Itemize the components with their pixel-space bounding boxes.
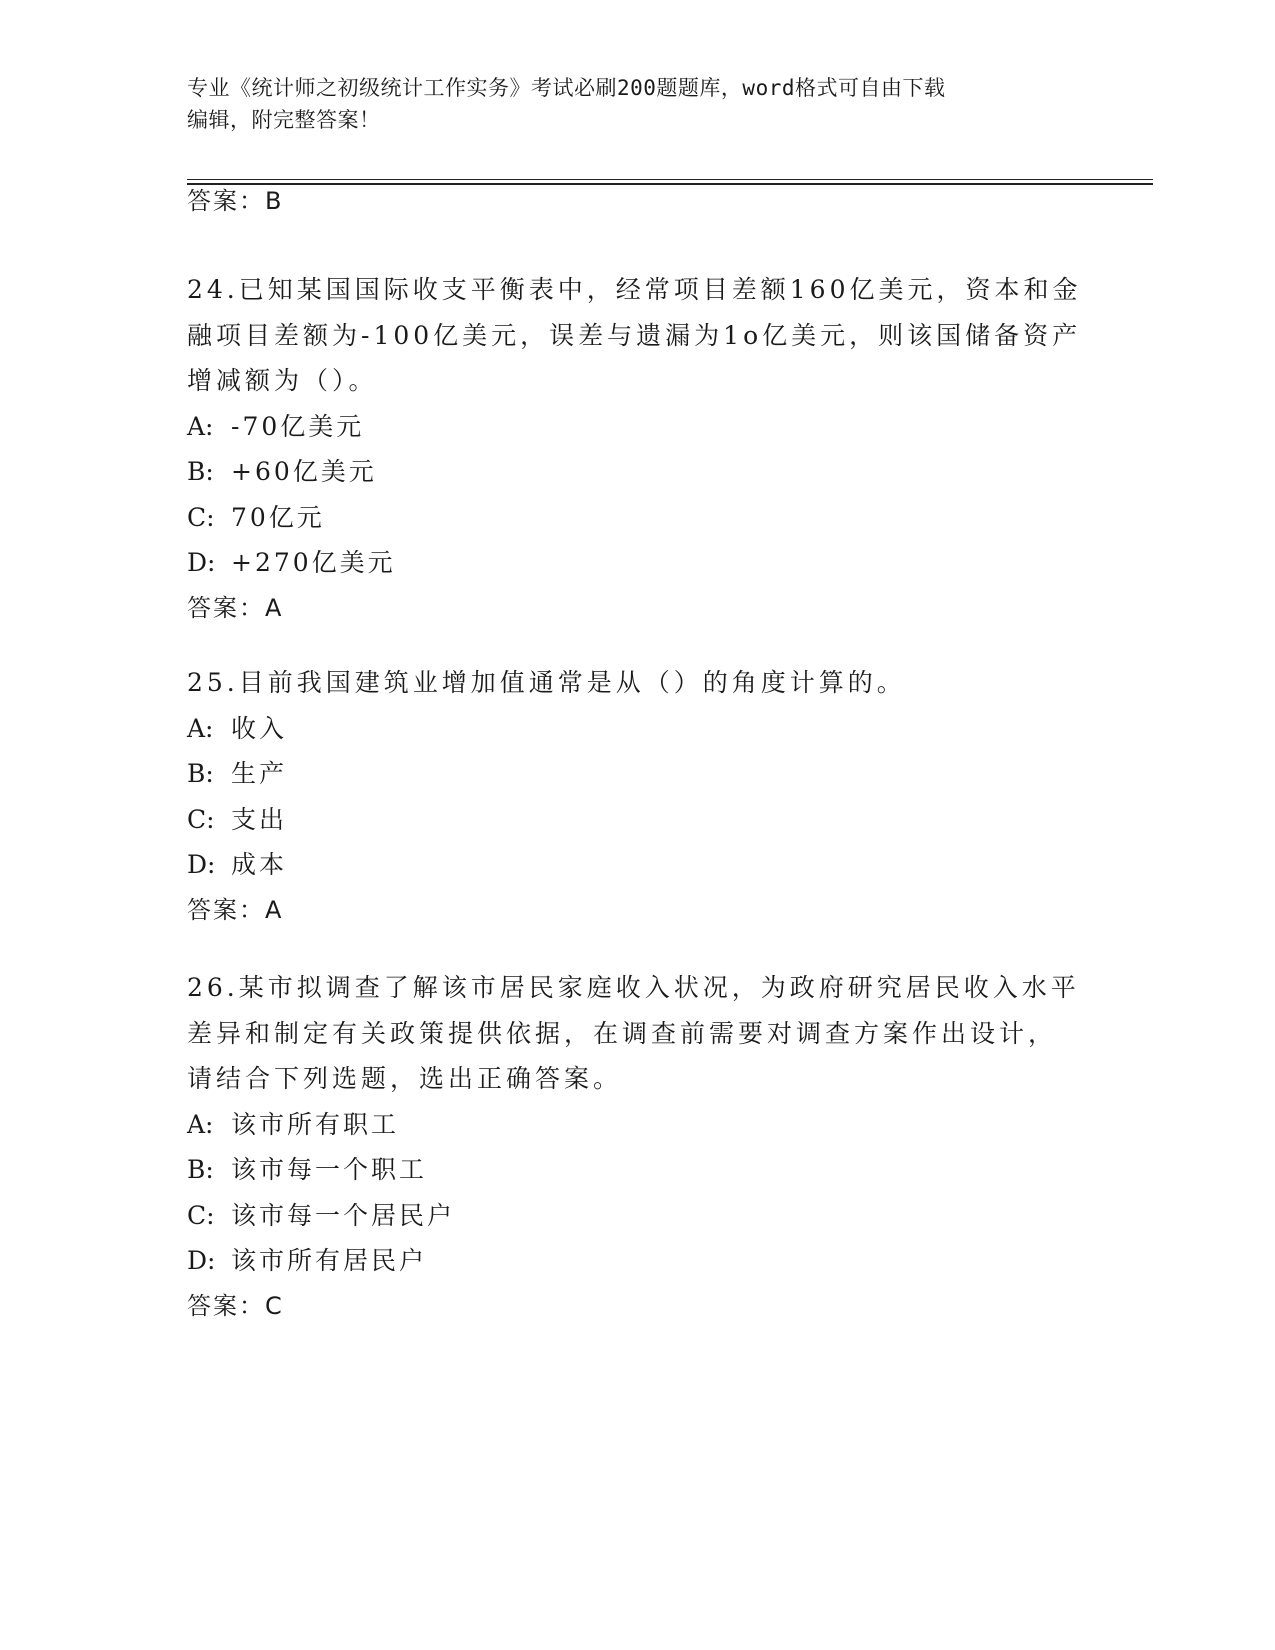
question-stem-line: 26.某市拟调查了解该市居民家庭收入状况，为政府研究居民收入水平 <box>187 973 1080 1002</box>
option-text: 该市所有职工 <box>231 1109 400 1139</box>
option-d <box>187 1238 1087 1284</box>
option-text: 支出 <box>231 804 288 834</box>
option-text: 该市每一个居民户 <box>231 1200 456 1230</box>
option-text: 生产 <box>231 759 288 788</box>
answer: 答案：C <box>187 1291 284 1320</box>
option-b <box>187 1147 1087 1193</box>
page-header <box>187 72 1087 136</box>
option-text: 收入 <box>231 713 288 743</box>
option-label: D: <box>187 1246 216 1275</box>
option-c <box>187 495 1087 541</box>
option-label: C: <box>187 502 215 532</box>
answer: 答案：A <box>187 593 284 622</box>
question-stem-line: 融项目差额为-100亿美元，误差与遗漏为1o亿美元，则该国储备资产 <box>187 320 1082 350</box>
option-text: 该市所有居民户 <box>231 1246 428 1275</box>
question-24 <box>187 267 1087 631</box>
option-c <box>187 797 1087 843</box>
option-b <box>187 751 1087 797</box>
question-stem-line: 24.已知某国国际收支平衡表中，经常项目差额160亿美元，资本和金 <box>187 275 1082 304</box>
option-text: +60亿美元 <box>231 457 377 486</box>
option-a <box>187 1102 1087 1148</box>
option-label: B: <box>187 759 214 788</box>
option-c <box>187 1193 1087 1239</box>
header-divider-thin <box>187 179 1153 180</box>
question-stem-line: 25.目前我国建筑业增加值通常是从（）的角度计算的。 <box>187 668 906 697</box>
option-a <box>187 706 1087 752</box>
option-d <box>187 540 1087 586</box>
option-d <box>187 842 1087 888</box>
option-text: -70亿美元 <box>231 411 365 441</box>
question-stem-line: 差异和制定有关政策提供依据，在调查前需要对调查方案作出设计， <box>187 1018 1058 1048</box>
option-b <box>187 449 1087 495</box>
option-label: B: <box>187 457 214 486</box>
header-divider-thick <box>187 183 1153 185</box>
option-label: B: <box>187 1155 214 1184</box>
question-stem-line: 增减额为（）。 <box>187 366 378 395</box>
header-line-1: 专业《统计师之初级统计工作实务》考试必刷200题题库，word格式可自由下载 <box>187 76 946 100</box>
answer: 答案：A <box>187 895 284 924</box>
option-label: A: <box>187 1109 214 1139</box>
option-text: 成本 <box>231 850 288 879</box>
option-text: 70亿元 <box>231 502 325 532</box>
option-label: D: <box>187 850 216 879</box>
question-25 <box>187 660 1087 933</box>
option-a <box>187 404 1087 450</box>
question-26 <box>187 965 1087 1329</box>
option-text: 该市每一个职工 <box>231 1155 428 1184</box>
question-stem-line: 请结合下列选题，选出正确答案。 <box>187 1064 623 1093</box>
option-text: +270亿美元 <box>231 548 396 577</box>
option-label: A: <box>187 713 214 743</box>
option-label: D: <box>187 548 216 577</box>
previous-answer: 答案：B <box>187 187 284 215</box>
option-label: C: <box>187 804 215 834</box>
option-label: A: <box>187 411 214 441</box>
header-line-2: 编辑，附完整答案！ <box>187 108 381 132</box>
option-label: C: <box>187 1200 215 1230</box>
